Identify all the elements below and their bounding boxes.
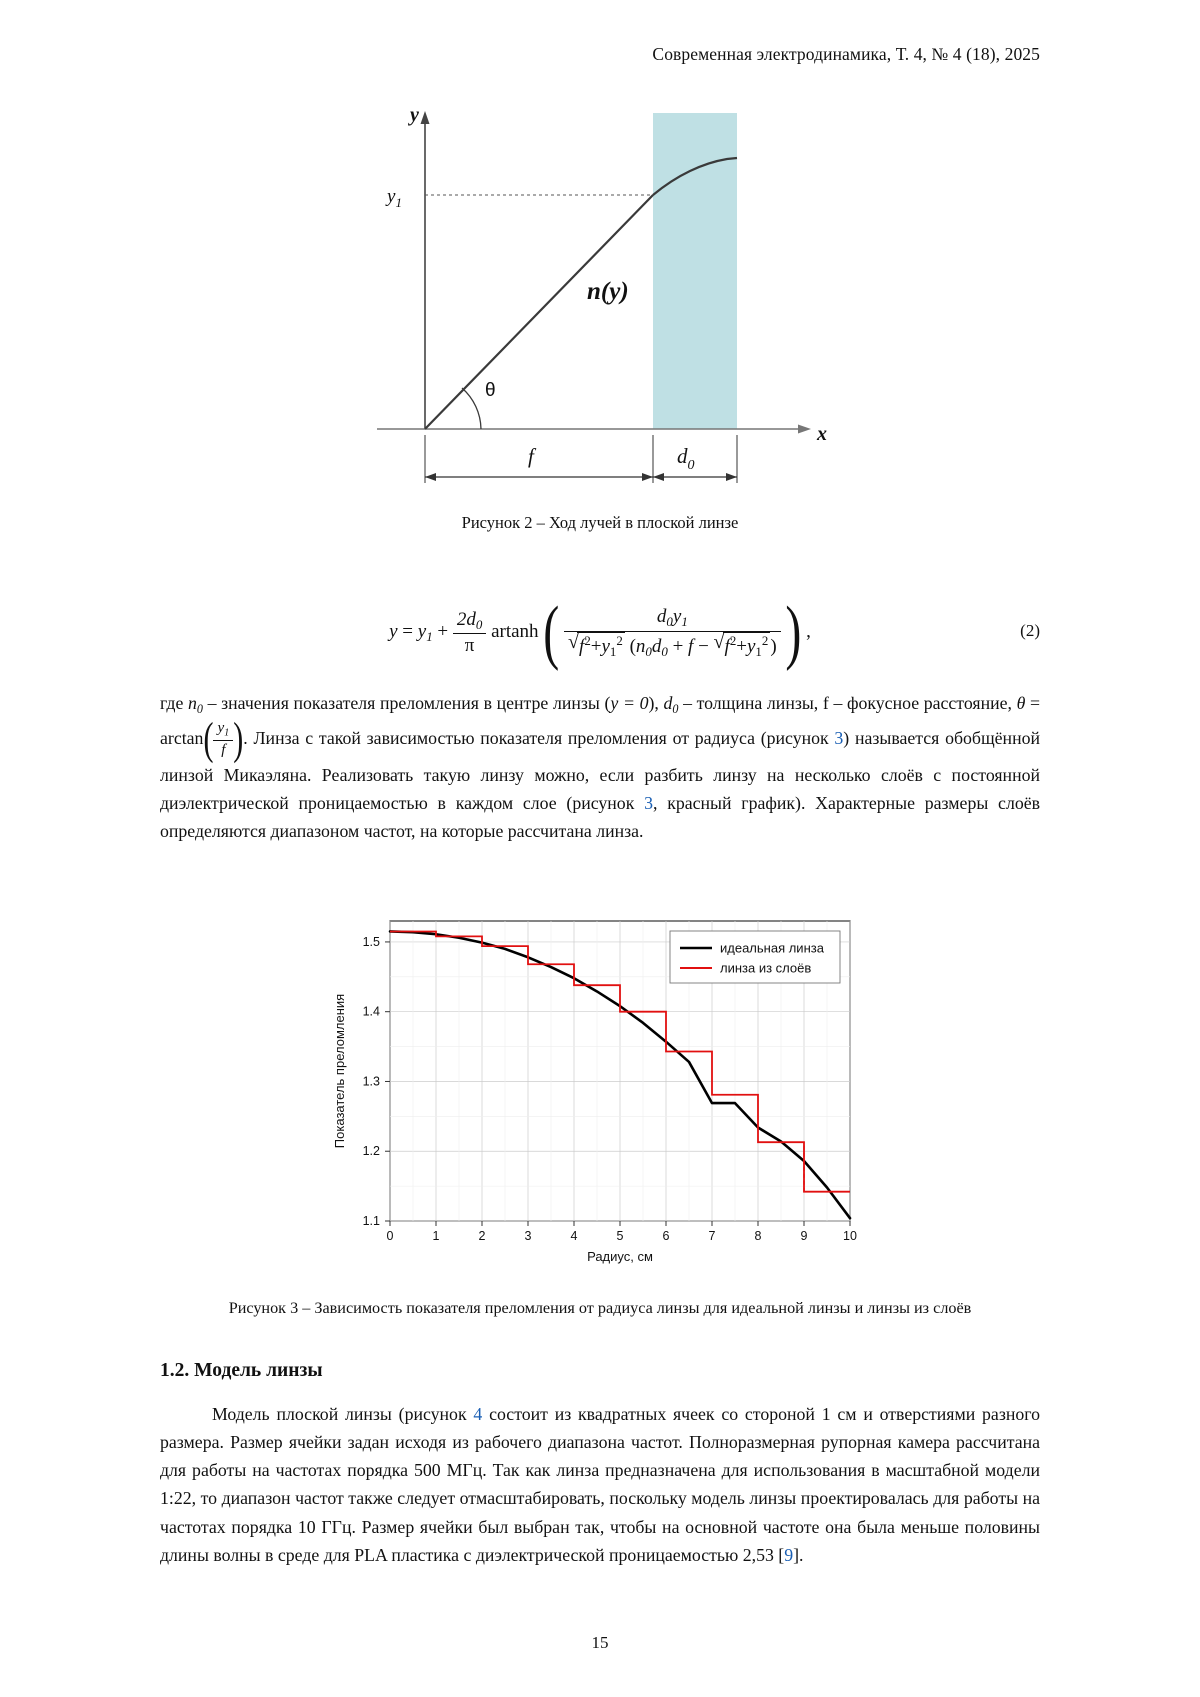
eq-close-paren: ) (785, 592, 802, 672)
eq-lhs: y (389, 621, 398, 643)
chart-x-tick-label: 6 (662, 1229, 670, 1244)
p1-seg-f: . Линза с такой зависимостью показателя преломления от радиуса (рисунок (243, 727, 835, 748)
reference-link-figure-4[interactable]: 4 (473, 1404, 483, 1425)
eq-inner-fraction (564, 605, 781, 660)
reference-link-figure-3a[interactable]: 3 (834, 727, 844, 748)
chart-y-tick-label: 1.2 (362, 1144, 380, 1159)
p1-seg-d: – толщина линзы, f – фокусное расстояние, (678, 693, 1017, 713)
figure-3 (160, 903, 1040, 1273)
figure-3-caption: Рисунок 3 – Зависимость показателя преломления от радиуса линзы для идеальной линзы и линзы из слоёв (228, 1299, 972, 1318)
axis-label-x: x (817, 423, 827, 445)
chart-x-tick-label: 8 (754, 1229, 762, 1244)
chart-y-tick-label: 1.4 (362, 1004, 380, 1019)
refraction-index-label: n(y) (587, 278, 629, 305)
chart-x-tick-label: 4 (570, 1229, 578, 1244)
eq-equals: = (402, 621, 413, 643)
p1-close-paren: ) (233, 714, 244, 764)
p1-seg-g: ) называется обобщённой линзой Микаэляна. Реализовать такую линзу можно, если разбить линзу на несколько слоёв с постоянной диэлектрической проницаемостью в каждом слое (рисунок (160, 727, 1040, 813)
chart-x-tick-label: 7 (708, 1229, 716, 1244)
eq-frac-num: $2d_0$ (453, 608, 486, 634)
d0-label: $d_0$ (677, 444, 695, 473)
p1-seg-a: где (160, 693, 188, 713)
p2-seg-c: ]. (793, 1544, 804, 1565)
d0-arrow-right (726, 473, 737, 481)
figure-2 (160, 99, 1040, 499)
p1-n0: $n_0$ (188, 693, 203, 716)
running-head: Современная электродинамика, Т. 4, № 4 (18), 2025 (652, 44, 1040, 64)
reference-link-figure-3b[interactable]: 3 (644, 792, 653, 813)
equation-2-number: (2) (1020, 621, 1040, 640)
f-arrow-right (642, 473, 653, 481)
chart-x-tick-label: 3 (524, 1229, 532, 1244)
ray-straight (425, 195, 653, 429)
equation-2 (160, 592, 1040, 672)
section-heading-1-2: 1.2. Модель линзы (160, 1360, 323, 1382)
x-axis-arrow (798, 425, 811, 434)
p1-y-eq-0: y = 0 (610, 693, 649, 713)
p2-seg-b: состоит из квадратных ячеек со стороной 1 см и отверстиями разного размера. Размер ячейки задан исходя из рабочего диапазона частот. Полноразмерная рупорная камера рассчитана для работы на частотах порядка 500 МГц. Так как линза предназначена для использования в масштабной модели 1:22, то диапазон частот также следует отмасштабировать, поскольку модель линзы проектировалась для работы на частотах порядка 10 ГГц. Размер ячейки был выбран так, чтобы на основной частоте она была меньше половины длины волны в среде для PLA пластика с диэлектрической проницаемостью 2,53 [ (160, 1404, 1040, 1565)
y-axis-arrow (421, 111, 430, 124)
eq-y1: $y_1$ (417, 621, 433, 645)
reference-link-9[interactable]: 9 (784, 1544, 794, 1565)
p1-open-paren: ( (203, 714, 214, 764)
eq-inner-close-paren: ) (770, 635, 777, 657)
eq-sqrt-2: √ $f^2+y_1^2$ (714, 632, 771, 661)
figure-2-svg (365, 99, 835, 499)
eq-frac-den: π (464, 634, 475, 656)
y1-label: $y_1$ (387, 186, 402, 210)
p1-seg-h: , красный график). Характерные размеры слоёв определяются диапазоном частот, на которые рассчитана линза. (160, 792, 1040, 841)
paragraph-2 (160, 1400, 1040, 1569)
figure-3-graphic (320, 903, 880, 1273)
eq-inner-num: $d_0y_1$ (564, 605, 781, 631)
p1-seg-e: = arctan (160, 693, 1040, 748)
axis-label-y: y (410, 104, 419, 126)
section-1-2-text (160, 1400, 1040, 1569)
p1-frac-den: f (221, 742, 226, 759)
chart-y-axis-label: Показатель преломления (332, 993, 347, 1149)
p1-fraction-y1-f (213, 719, 233, 761)
p1-frac-num: $y_1$ (213, 719, 233, 741)
eq-inner-open-paren: ( (629, 635, 636, 657)
paragraph-1 (160, 689, 1040, 845)
theta-label: θ (485, 380, 496, 401)
eq-comma: , (806, 621, 811, 643)
p1-seg-c: ), (648, 693, 664, 713)
figure-2-graphic (365, 99, 835, 499)
eq-inner-den: √ $f^2+y_1^2$ ($n_0d_0 + f$ − √ $f^2+y_1^2$ ) (564, 632, 781, 661)
eq-fraction-2d0-pi (453, 608, 486, 659)
chart-x-tick-label: 2 (478, 1229, 486, 1244)
chart-x-tick-label: 5 (616, 1229, 624, 1244)
chart-legend-label: линза из слоёв (720, 960, 812, 976)
p1-theta: θ (1016, 693, 1026, 713)
eq-sqrt-1: √ $f^2+y_1^2$ (568, 632, 625, 661)
f-label: f (528, 444, 534, 468)
chart-y-tick-label: 1.3 (362, 1074, 380, 1089)
paragraph-after-equation (160, 689, 1040, 845)
theta-arc (462, 388, 481, 429)
chart-y-tick-label: 1.1 (362, 1214, 380, 1229)
p1-d0: $d_0$ (663, 693, 679, 716)
page-number: 15 (591, 1633, 609, 1652)
chart-x-tick-label: 9 (800, 1229, 808, 1244)
eq-artanh: artanh (491, 621, 539, 643)
eq-open-paren: ( (543, 592, 560, 672)
chart-x-tick-label: 1 (432, 1229, 440, 1244)
p2-seg-a: Модель плоской линзы (рисунок (212, 1404, 474, 1425)
d0-arrow-left (653, 473, 664, 481)
equation-2-body (389, 592, 811, 672)
chart-x-tick-label: 10 (843, 1229, 857, 1244)
f-arrow-left (425, 473, 436, 481)
chart-x-tick-label: 0 (386, 1229, 394, 1244)
chart-legend (670, 931, 840, 983)
chart-x-axis-label: Радиус, см (587, 1249, 653, 1265)
figure-2-caption: Рисунок 2 – Ход лучей в плоской линзе (461, 513, 739, 532)
p1-seg-b: – значения показателя преломления в центре линзы ( (202, 693, 611, 713)
chart-y-tick-label: 1.5 (362, 935, 380, 950)
chart-svg (320, 903, 880, 1273)
eq-plus: + (437, 621, 449, 643)
chart-legend-label: идеальная линза (720, 940, 824, 956)
